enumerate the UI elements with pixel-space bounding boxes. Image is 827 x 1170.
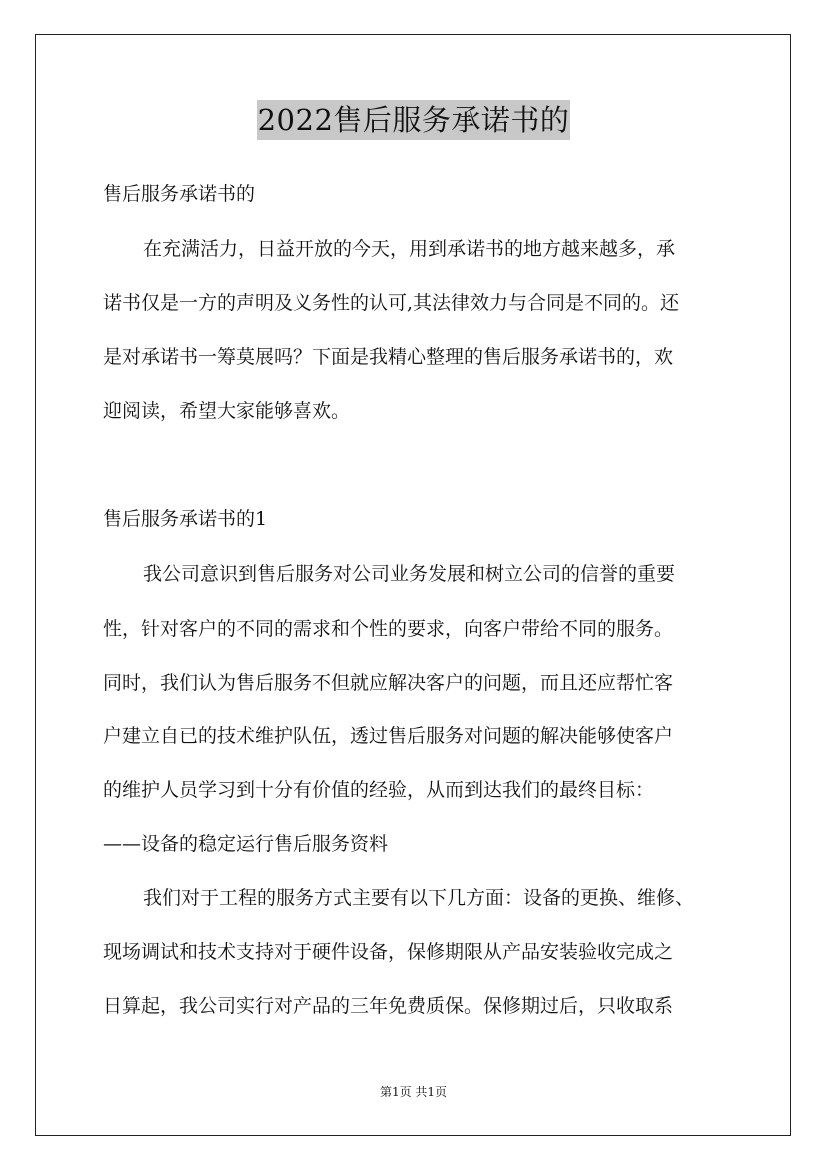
paragraph-line: 是对承诺书一筹莫展吗？下面是我精心整理的售后服务承诺书的，欢 (103, 346, 674, 368)
document-title[interactable]: 2022售后服务承诺书的 (257, 100, 571, 140)
paragraph-line: 我们对于工程的服务方式主要有以下几方面：设备的更换、维修、 (143, 887, 695, 909)
paragraph-line: 同时，我们认为售后服务不但就应解决客户的问题，而且还应帮忙客 (103, 672, 674, 694)
paragraph-line: 现场调试和技术支持对于硬件设备，保修期限从产品安装验收完成之 (103, 941, 674, 963)
paragraph-line: 我公司意识到售后服务对公司业务发展和树立公司的信誉的重要 (143, 563, 676, 585)
section-heading: 售后服务承诺书的1 (103, 508, 268, 530)
paragraph-line: 日算起，我公司实行对产品的三年免费质保。保修期过后，只收取系 (103, 995, 674, 1017)
title-container (0, 100, 827, 140)
page-footer: 第1页 共1页 (379, 1085, 448, 1099)
paragraph-line: ——设备的稳定运行售后服务资料 (103, 833, 389, 855)
section-heading: 售后服务承诺书的 (103, 183, 256, 205)
paragraph-line: 在充满活力，日益开放的今天，用到承诺书的地方越来越多，承 (143, 238, 676, 260)
paragraph-line: 迎阅读，希望大家能够喜欢。 (103, 400, 351, 422)
paragraph-line: 诺书仅是一方的声明及义务性的认可,其法律效力与合同是不同的。还 (103, 292, 680, 314)
paragraph-line: 的维护人员学习到十分有价值的经验，从而到达我们的最终目标： (103, 779, 655, 801)
paragraph-line: 性，针对客户的不同的需求和个性的要求，向客户带给不同的服务。 (103, 618, 674, 640)
paragraph-line: 户建立自已的技术维护队伍，透过售后服务对问题的解决能够使客户 (103, 725, 674, 747)
